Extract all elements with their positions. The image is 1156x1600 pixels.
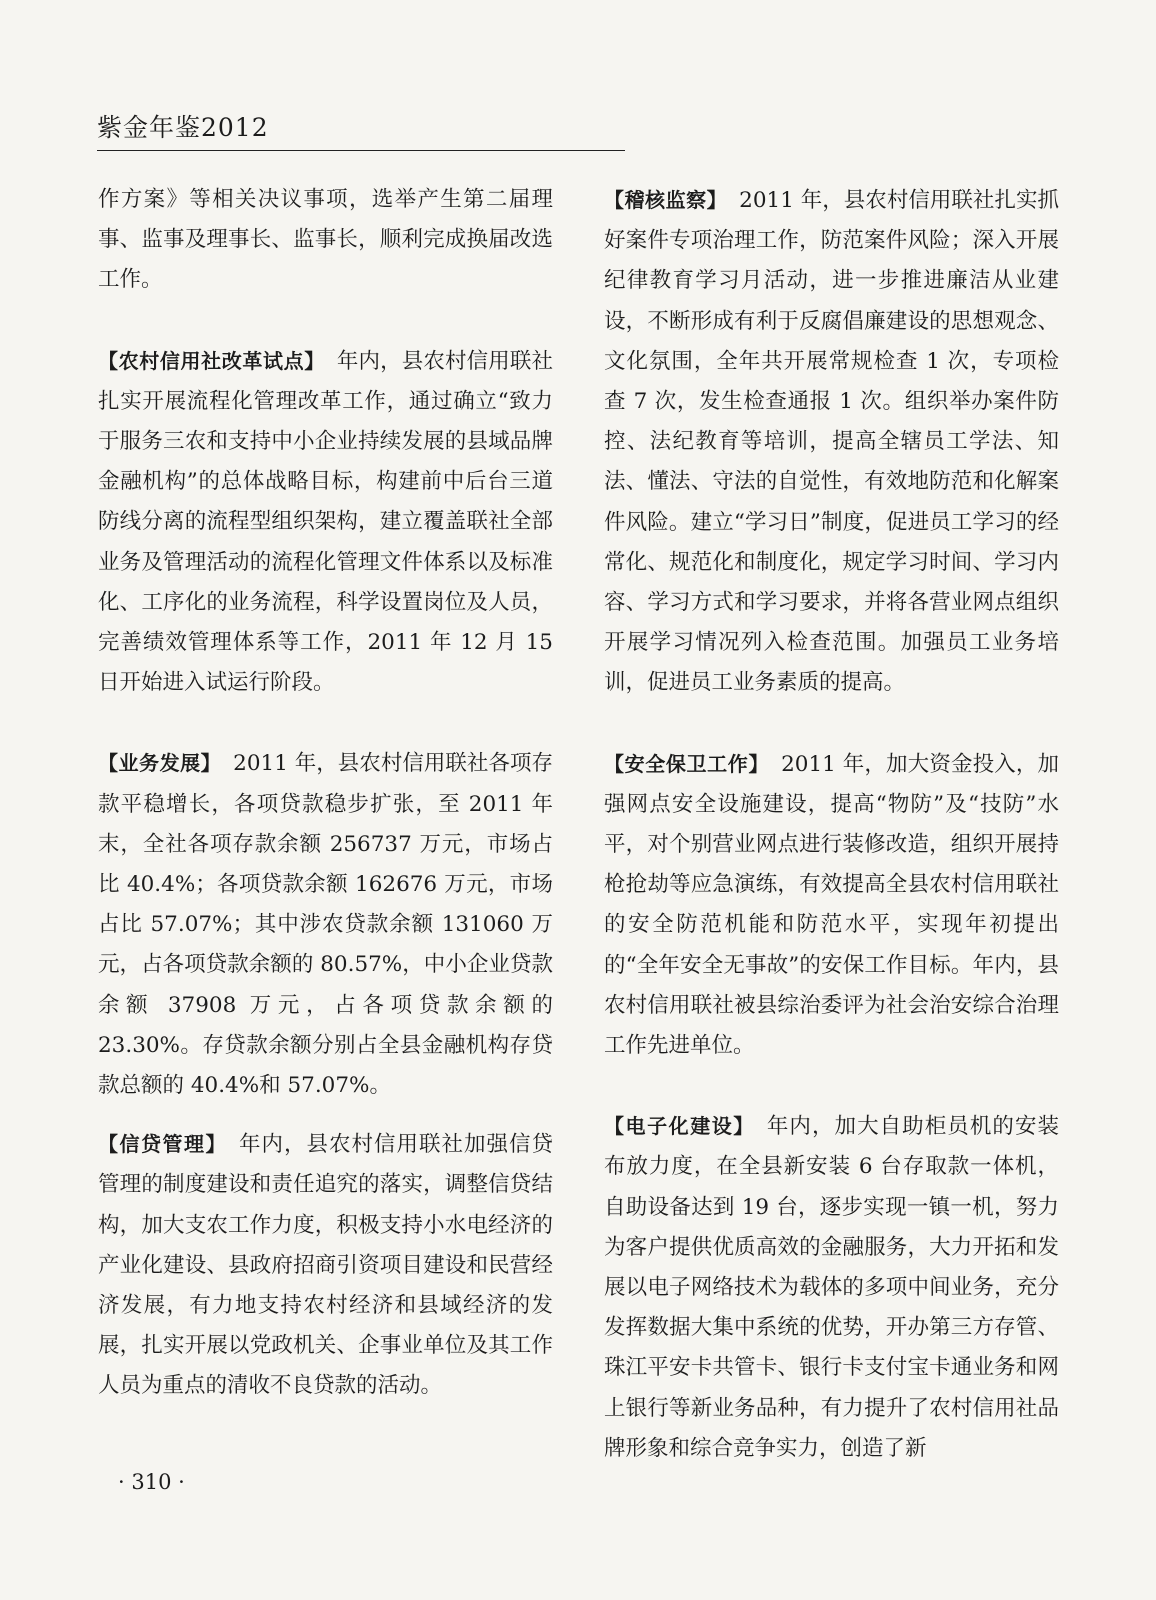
- right-column: [604, 180, 1059, 1469]
- header-rule: [97, 150, 625, 151]
- section-title: 【电子化建设】: [604, 1114, 755, 1139]
- section-title: 【农村信用社改革试点】: [98, 348, 325, 373]
- left-column: [98, 180, 553, 1407]
- section-business-development: [98, 743, 553, 1106]
- section-text: 2011 年，加大资金投入，加强网点安全设施建设，提高“物防”及“技防”水平，对个别营业网点进行装修改造，组织开展持枪抢劫等应急演练，有效提高全县农村信用联社的安全防范机能和防范水平，实现年初提出的“全年安全无事故”的安保工作目标。年内，县农村信用联社被县综治委评为社会治安综合治理工作先进单位。: [604, 751, 1059, 1059]
- section-rural-credit-reform: [98, 341, 553, 704]
- section-title: 【业务发展】: [98, 751, 222, 776]
- section-credit-management: [98, 1124, 553, 1406]
- paragraph-continuation: [98, 180, 553, 301]
- section-security-work: [604, 744, 1059, 1067]
- section-text: 年内，县农村信用联社加强信贷管理的制度建设和责任追究的落实，调整信贷结构，加大支农工作力度，积极支持小水电经济的产业化建设、县政府招商引资项目建设和民营经济发展，有力地支持农村经济和县域经济的发展，扎实开展以党政机关、企事业单位及其工作人员为重点的清收不良贷款的活动。: [98, 1132, 553, 1399]
- paragraph-text: 作方案》等相关决议事项，选举产生第二届理事、监事及理事长、监事长，顺利完成换届改选工作。: [98, 187, 553, 293]
- section-text: 年内，县农村信用联社扎实开展流程化管理改革工作，通过确立“致力于服务三农和支持中小企业持续发展的县域品牌金融机构”的总体战略目标，构建前中后台三道防线分离的流程型组织架构，建立覆盖联社全部业务及管理活动的流程化管理文件体系以及标准化、工序化的业务流程，科学设置岗位及人员，完善绩效管理体系等工作，2011 年 12 月 15 日开始进入试运行阶段。: [98, 348, 553, 696]
- section-audit-supervision: [604, 180, 1059, 704]
- section-title: 【信贷管理】: [98, 1132, 227, 1157]
- section-title: 【安全保卫工作】: [604, 751, 770, 776]
- section-text: 2011 年，县农村信用联社各项存款平稳增长，各项贷款稳步扩张，至 2011 年末，全社各项存款余额 256737 万元，市场占比 40.4%；各项贷款余额 162676 万元，市场占比 57.07%；其中涉农贷款余额 131060 万元，占各项贷款余额的 80.57%，中小企业贷款余额 37908 万元，占各项贷款余额的 23.30%。存贷款余额分别占全县金融机构存贷款总额的 40.4%和 57.07%。: [98, 751, 553, 1099]
- page-header-title: 紫金年鉴2012: [97, 113, 269, 142]
- section-electronic-construction: [604, 1106, 1059, 1469]
- page-number: · 310 ·: [118, 1470, 185, 1494]
- section-text: 2011 年，县农村信用联社扎实抓好案件专项治理工作，防范案件风险；深入开展纪律教育学习月活动，进一步推进廉洁从业建设，不断形成有利于反腐倡廉建设的思想观念、文化氛围，全年共开展常规检查 1 次，专项检查 7 次，发生检查通报 1 次。组织举办案件防控、法纪教育等培训，提高全辖员工学法、知法、懂法、守法的自觉性，有效地防范和化解案件风险。建立“学习日”制度，促进员工学习的经常化、规范化和制度化，规定学习时间、学习内容、学习方式和学习要求，并将各营业网点组织开展学习情况列入检查范围。加强员工业务培训，促进员工业务素质的提高。: [604, 188, 1059, 696]
- section-title: 【稽核监察】: [604, 188, 728, 212]
- section-text: 年内，加大自助柜员机的安装布放力度，在全县新安装 6 台存取款一体机，自助设备达到 19 台，逐步实现一镇一机，努力为客户提供优质高效的金融服务，大力开拓和发展以电子网络技术为载体的多项中间业务，充分发挥数据大集中系统的优势，开办第三方存管、珠江平安卡共管卡、银行卡支付宝卡通业务和网上银行等新业务品种，有力提升了农村信用社品牌形象和综合竞争实力，创造了新: [604, 1114, 1059, 1461]
